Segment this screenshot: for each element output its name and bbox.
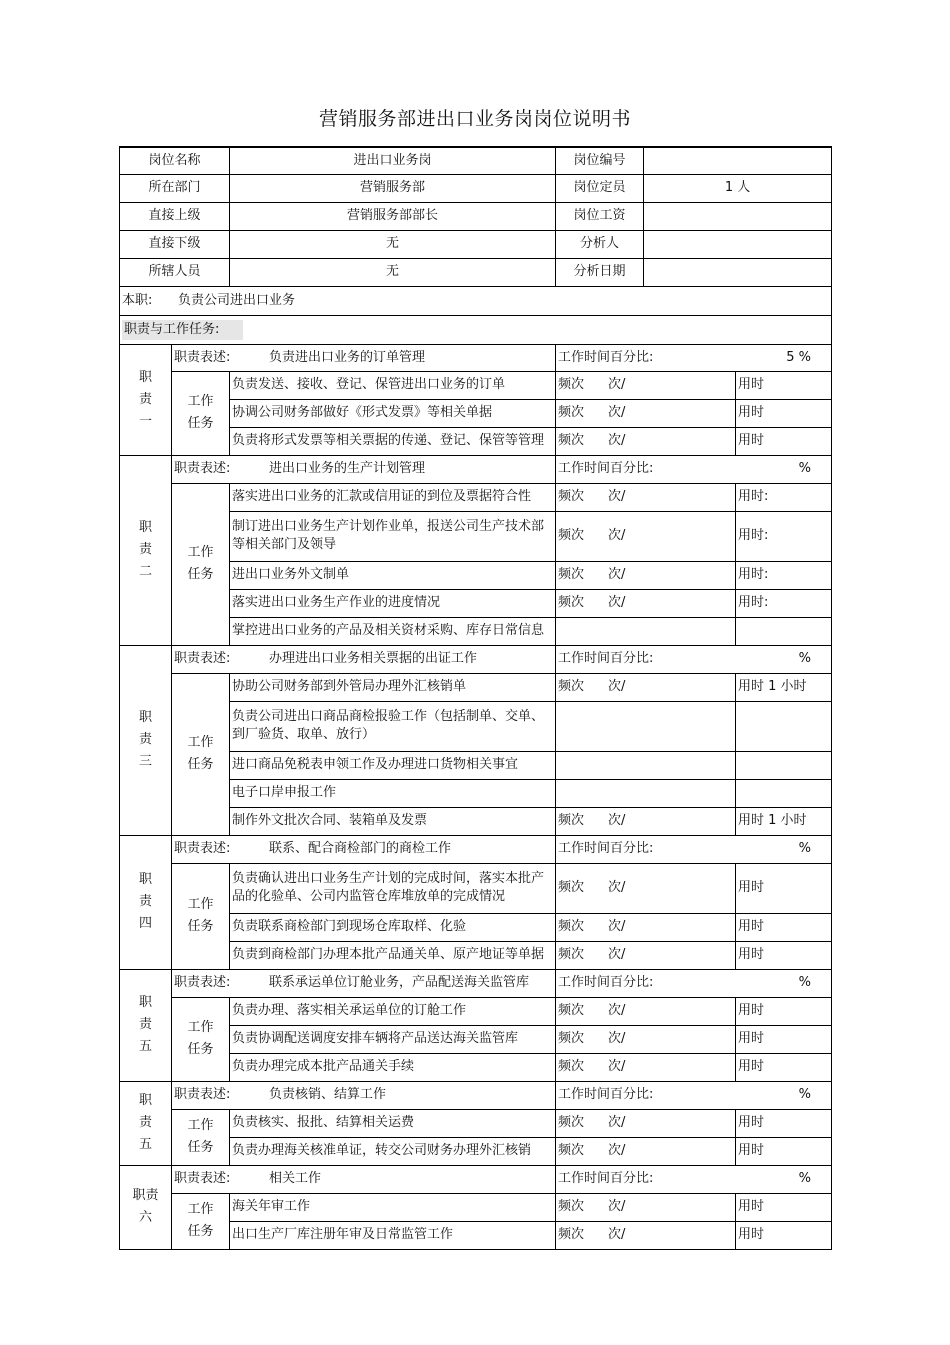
duty-name: 职 责 三	[120, 645, 172, 835]
task-text: 制订进出口业务生产计划作业单，报送公司生产技术部等相关部门及领导	[230, 511, 556, 561]
task-label: 工作 任务	[172, 1109, 230, 1165]
duty-desc: 联系、配合商检部门的商检工作	[269, 841, 452, 856]
header-label-2: 岗位工资	[556, 202, 644, 230]
task-ci: 次/	[608, 1059, 626, 1074]
duty-name: 职 责 四	[120, 835, 172, 969]
task-freq: 频次	[558, 433, 585, 448]
task-ci: 次/	[608, 528, 626, 543]
header-row	[120, 147, 832, 174]
header-label-2: 分析人	[556, 230, 644, 258]
time-pct-label: 工作时间百分比:	[558, 461, 654, 476]
task-row	[120, 673, 832, 701]
duty-desc: 进出口业务的生产计划管理	[269, 461, 426, 476]
task-freq: 频次	[558, 1003, 585, 1018]
task-row	[120, 997, 832, 1025]
benzhi-text: 负责公司进出口业务	[178, 292, 296, 308]
task-ci: 次/	[608, 919, 626, 934]
task-ci: 次/	[608, 1003, 626, 1018]
duty-desc-row	[120, 969, 832, 997]
task-freq: 频次	[558, 679, 585, 694]
task-time: 用时:	[736, 589, 832, 617]
desc-label: 职责表述:	[174, 461, 231, 476]
duty-desc-row	[120, 645, 832, 673]
duty-desc: 相关工作	[269, 1171, 322, 1186]
task-time: 用时 1 小时	[736, 807, 832, 835]
task-time: 用时	[736, 863, 832, 913]
header-value-2	[644, 202, 832, 230]
header-value: 无	[230, 230, 556, 258]
time-pct-value: %	[798, 1087, 812, 1102]
desc-label: 职责表述:	[174, 975, 231, 990]
duty-desc-row	[120, 1081, 832, 1109]
duty-desc-row	[120, 344, 832, 371]
task-time	[736, 751, 832, 779]
task-time	[736, 701, 832, 751]
task-freq: 频次	[558, 405, 585, 420]
task-text: 负责办理完成本批产品通关手续	[230, 1053, 556, 1081]
task-text: 海关年审工作	[230, 1193, 556, 1221]
task-freq: 频次	[558, 1227, 585, 1242]
task-ci: 次/	[608, 1227, 626, 1242]
desc-label: 职责表述:	[174, 349, 231, 365]
header-value: 营销服务部部长	[230, 202, 556, 230]
task-freq: 频次	[558, 1143, 585, 1158]
task-text: 负责核实、报批、结算相关运费	[230, 1109, 556, 1137]
task-ci: 次/	[608, 813, 626, 828]
header-label: 所辖人员	[120, 258, 230, 286]
document-title: 营销服务部进出口业务岗岗位说明书	[318, 108, 631, 130]
task-ci: 次/	[608, 1199, 626, 1214]
task-freq: 频次	[558, 1199, 585, 1214]
task-text: 负责到商检部门办理本批产品通关单、原产地证等单据	[230, 941, 556, 969]
header-row	[120, 258, 832, 286]
time-pct-label: 工作时间百分比:	[558, 651, 654, 666]
task-freq: 频次	[558, 1059, 585, 1074]
header-value-2	[644, 258, 832, 286]
task-time: 用时	[736, 1193, 832, 1221]
task-freq: 频次	[558, 1115, 585, 1130]
duty-name: 职 责 五	[120, 969, 172, 1081]
task-time: 用时	[736, 1221, 832, 1249]
header-value: 进出口业务岗	[230, 147, 556, 174]
header-label-2: 岗位编号	[556, 147, 644, 174]
header-label-2: 岗位定员	[556, 174, 644, 202]
section-label: 职责与工作任务:	[122, 320, 243, 340]
duty-desc: 负责进出口业务的订单管理	[269, 349, 426, 365]
task-time: 用时:	[736, 561, 832, 589]
task-time: 用时	[736, 399, 832, 427]
time-pct-label: 工作时间百分比:	[558, 975, 654, 990]
task-time	[736, 617, 832, 645]
task-row	[120, 1193, 832, 1221]
desc-label: 职责表述:	[174, 1087, 231, 1102]
header-label: 所在部门	[120, 174, 230, 202]
task-time: 用时	[736, 913, 832, 941]
task-freq: 频次	[558, 528, 585, 543]
task-text: 制作外文批次合同、装箱单及发票	[230, 807, 556, 835]
task-label: 工作 任务	[172, 483, 230, 645]
task-freq: 频次	[558, 567, 585, 582]
time-pct-value: %	[798, 841, 812, 856]
time-pct-label: 工作时间百分比:	[558, 1087, 654, 1102]
task-freq: 频次	[558, 377, 585, 392]
task-text: 负责协调配送调度安排车辆将产品送达海关监管库	[230, 1025, 556, 1053]
duty-name: 职 责 五	[120, 1081, 172, 1165]
header-label: 直接下级	[120, 230, 230, 258]
task-label: 工作 任务	[172, 863, 230, 969]
task-freq: 频次	[558, 919, 585, 934]
task-text: 进出口业务外文制单	[230, 561, 556, 589]
duty-desc-row	[120, 455, 832, 483]
header-value: 无	[230, 258, 556, 286]
task-label: 工作 任务	[172, 673, 230, 835]
benzhi-label: 本职:	[122, 292, 153, 308]
task-row	[120, 1109, 832, 1137]
task-text: 落实进出口业务生产作业的进度情况	[230, 589, 556, 617]
task-time: 用时:	[736, 483, 832, 511]
header-row	[120, 230, 832, 258]
task-text: 负责联系商检部门到现场仓库取样、化验	[230, 913, 556, 941]
task-text: 协助公司财务部到外管局办理外汇核销单	[230, 673, 556, 701]
task-text: 掌控进出口业务的产品及相关资材采购、库存日常信息	[230, 617, 556, 645]
job-description-table	[119, 146, 832, 1250]
task-ci: 次/	[608, 1143, 626, 1158]
header-label: 直接上级	[120, 202, 230, 230]
task-freq: 频次	[558, 595, 585, 610]
task-text: 负责确认进出口业务生产计划的完成时间，落实本批产品的化验单、公司内监管仓库堆放单的完成情况	[230, 863, 556, 913]
task-freq: 频次	[558, 880, 585, 895]
time-pct-value: 5 %	[786, 349, 812, 365]
desc-label: 职责表述:	[174, 841, 231, 856]
task-ci: 次/	[608, 489, 626, 504]
time-pct-label: 工作时间百分比:	[558, 349, 654, 365]
task-time: 用时	[736, 1025, 832, 1053]
task-text: 出口生产厂库注册年审及日常监管工作	[230, 1221, 556, 1249]
task-ci: 次/	[608, 947, 626, 962]
duty-desc-row	[120, 835, 832, 863]
task-text: 进口商品免税表申领工作及办理进口货物相关事宜	[230, 751, 556, 779]
desc-label: 职责表述:	[174, 651, 231, 666]
task-freq: 频次	[558, 489, 585, 504]
task-text: 负责办理、落实相关承运单位的订舱工作	[230, 997, 556, 1025]
header-value-2	[644, 147, 832, 174]
benzhi-row	[120, 286, 832, 315]
duty-desc: 联系承运单位订舱业务，产品配送海关监管库	[269, 975, 530, 990]
duty-desc: 负责核销、结算工作	[269, 1087, 387, 1102]
task-freq: 频次	[558, 1031, 585, 1046]
task-time: 用时 1 小时	[736, 673, 832, 701]
task-time: 用时	[736, 427, 832, 455]
task-row	[120, 371, 832, 399]
duty-name: 职 责 二	[120, 455, 172, 645]
time-pct-label: 工作时间百分比:	[558, 841, 654, 856]
duty-desc: 办理进出口业务相关票据的出证工作	[269, 651, 478, 666]
task-ci: 次/	[608, 1115, 626, 1130]
task-row	[120, 483, 832, 511]
task-ci: 次/	[608, 567, 626, 582]
time-pct-label: 工作时间百分比:	[558, 1171, 654, 1186]
header-row	[120, 202, 832, 230]
task-text: 电子口岸申报工作	[230, 779, 556, 807]
task-time: 用时:	[736, 511, 832, 561]
header-value-2	[644, 230, 832, 258]
header-row	[120, 174, 832, 202]
header-label-2: 分析日期	[556, 258, 644, 286]
task-ci: 次/	[608, 595, 626, 610]
task-time: 用时	[736, 997, 832, 1025]
duty-name: 职 责 一	[120, 344, 172, 455]
task-ci: 次/	[608, 1031, 626, 1046]
duty-desc-row	[120, 1165, 832, 1193]
task-label: 工作 任务	[172, 997, 230, 1081]
time-pct-value: %	[798, 461, 812, 476]
duty-name: 职责 六	[120, 1165, 172, 1249]
task-freq: 频次	[558, 813, 585, 828]
task-label: 工作 任务	[172, 371, 230, 455]
task-time: 用时	[736, 1137, 832, 1165]
task-text: 负责将形式发票等相关票据的传递、登记、保管等管理	[230, 427, 556, 455]
time-pct-value: %	[798, 975, 812, 990]
task-time: 用时	[736, 371, 832, 399]
task-time	[736, 779, 832, 807]
task-text: 负责发送、接收、登记、保管进出口业务的订单	[230, 371, 556, 399]
header-label: 岗位名称	[120, 147, 230, 174]
task-ci: 次/	[608, 679, 626, 694]
section-row	[120, 315, 832, 344]
header-value: 营销服务部	[230, 174, 556, 202]
task-ci: 次/	[608, 405, 626, 420]
task-text: 负责公司进出口商品商检报验工作（包括制单、交单、到厂验货、取单、放行）	[230, 701, 556, 751]
task-time: 用时	[736, 1053, 832, 1081]
task-text: 落实进出口业务的汇款或信用证的到位及票据符合性	[230, 483, 556, 511]
task-ci: 次/	[608, 433, 626, 448]
task-time: 用时	[736, 1109, 832, 1137]
time-pct-value: %	[798, 1171, 812, 1186]
time-pct-value: %	[798, 651, 812, 666]
desc-label: 职责表述:	[174, 1171, 231, 1186]
task-ci: 次/	[608, 377, 626, 392]
task-label: 工作 任务	[172, 1193, 230, 1249]
task-freq: 频次	[558, 947, 585, 962]
task-text: 负责办理海关核准单证，转交公司财务办理外汇核销	[230, 1137, 556, 1165]
header-value-2: 1 人	[644, 174, 832, 202]
task-ci: 次/	[608, 880, 626, 895]
task-time: 用时	[736, 941, 832, 969]
task-row	[120, 863, 832, 913]
task-text: 协调公司财务部做好《形式发票》等相关单据	[230, 399, 556, 427]
